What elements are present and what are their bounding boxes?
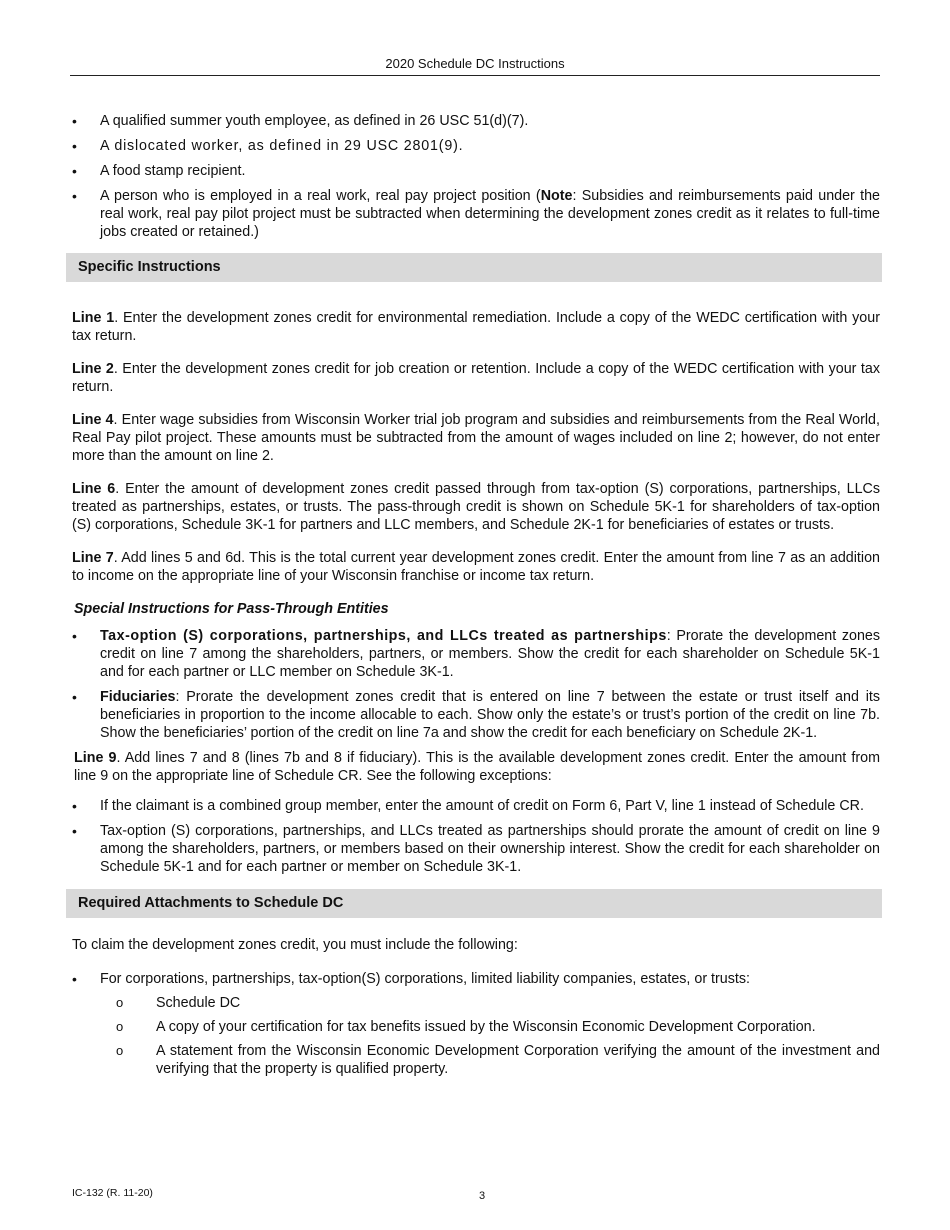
line-text: . Enter the development zones credit for job creation or retention. Include a copy of the WEDC certification with your tax return. [72, 361, 880, 395]
sub-list-item: o A copy of your certification for tax benefits issued by the Wisconsin Economic Development Corporation. [72, 1018, 880, 1036]
list-item-real-work [72, 187, 880, 241]
entity-text: : Prorate the development zones credit that is entered on line 7 between the estate or trust itself and its beneficiaries in proportion to the income allocable to each. Show only the estate’s or trust’s portion of the credit on line 7b. Show the beneficiaries’ portion of the credit on line 7a and show the credit for each beneficiary on Schedule 2K-1. [100, 689, 880, 741]
line-text: . Enter the amount of development zones credit passed through from tax-option (S) corporations, partnerships, LLCs treated as partnerships, estates, or trusts. The pass-through credit is shown on Schedule 5K-1 for shareholders of tax-option (S) corporations, Schedule 3K-1 for partners and LLC members, and Schedule 2K-1 for beneficiaries of estates or trusts. [72, 481, 880, 533]
entity-label: Tax-option (S) corporations, partnerships, and LLCs treated as partnerships [100, 628, 667, 644]
page-content [72, 112, 880, 1084]
line-text: . Add lines 5 and 6d. This is the total current year development zones credit. Enter the amount from line 7 as an addition to income on the appropriate line of your Wisconsin franchise or income tax return. [72, 550, 880, 584]
form-id: IC-132 (R. 11-20) [72, 1187, 153, 1199]
line-label: Line 1 [72, 310, 115, 326]
section-heading-specific: Specific Instructions [66, 253, 882, 282]
line-label: Line 4 [72, 412, 114, 428]
line-label: Line 9 [74, 750, 117, 766]
attachments-intro: To claim the development zones credit, you must include the following: [72, 937, 518, 953]
list-item: • A food stamp recipient. [72, 162, 880, 180]
sub-list-item: o Schedule DC [72, 994, 880, 1012]
line-2-instruction [72, 360, 880, 396]
line-text: . Add lines 7 and 8 (lines 7b and 8 if fiduciary). This is the available development zones credit. Enter the amount from line 9 on the appropriate line of Schedule CR. See the following exceptions: [74, 750, 880, 784]
text: : Subsidies and reimbursements paid under the real work, real pay pilot project must be subtracted when determining the development zones credit as it relates to full-time jobs created or retained.) [100, 188, 880, 240]
line-label: Line 2 [72, 361, 114, 377]
list-item [72, 627, 880, 681]
line-6-instruction [72, 480, 880, 534]
list-item: • A dislocated worker, as defined in 29 USC 2801(9). [72, 137, 880, 155]
list-item [72, 970, 880, 988]
list-item [72, 688, 880, 742]
entity-label: Fiduciaries [100, 689, 176, 705]
line-label: Line 7 [72, 550, 114, 566]
note-label: Note [540, 188, 573, 204]
page-header: 2020 Schedule DC Instructions [70, 55, 880, 76]
line-4-instruction [72, 411, 880, 465]
eligibility-list [72, 112, 880, 241]
exceptions-list [72, 797, 880, 876]
line-text: . Enter the development zones credit for environmental remediation. Include a copy of the WEDC certification with your tax return. [72, 310, 880, 344]
line-7-instruction [72, 549, 880, 585]
text: A person who is employed in a real work, real pay project position ( [100, 188, 541, 204]
pass-through-heading: Special Instructions for Pass-Through Entities [74, 601, 389, 617]
line-label: Line 6 [72, 481, 116, 497]
list-item: • If the claimant is a combined group member, enter the amount of credit on Form 6, Part V, line 1 instead of Schedule CR. [72, 797, 880, 815]
line-1-instruction [72, 309, 880, 345]
line-9-instruction [74, 749, 880, 785]
sub-list-item: o A statement from the Wisconsin Economic Development Corporation verifying the amount of the investment and verifying that the property is qualified property. [72, 1042, 880, 1078]
page-number: 3 [478, 1190, 486, 1202]
pass-through-list [72, 627, 880, 742]
list-item: • Tax-option (S) corporations, partnerships, and LLCs treated as partnerships should prorate the amount of credit on line 9 among the shareholders, partners, or members based on their ownership interest. Show the credit for each shareholder on Schedule 5K-1 and for each partner or member on Schedule 3K-1. [72, 822, 880, 876]
list-item: • A qualified summer youth employee, as defined in 26 USC 51(d)(7). [72, 112, 880, 130]
attachments-list [72, 970, 880, 988]
section-heading-attachments: Required Attachments to Schedule DC [66, 889, 882, 918]
attachments-sublist [72, 994, 880, 1078]
entity-text: : Prorate the development zones credit on line 7 among the shareholders, partners, or members. Show the credit for each shareholder on Schedule 5K-1 and for each partner or LLC member on Schedule 3K-1. [100, 628, 881, 680]
line-text: . Enter wage subsidies from Wisconsin Worker trial job program and subsidies and reimbursements from the Real World, Real Pay pilot project. These amounts must be subtracted from the amount of wages included on line 2; however, do not enter more than the amount on line 2. [72, 412, 880, 464]
attachments-bullet-text: For corporations, partnerships, tax-option(S) corporations, limited liability companies, estates, or trusts: [100, 971, 750, 987]
